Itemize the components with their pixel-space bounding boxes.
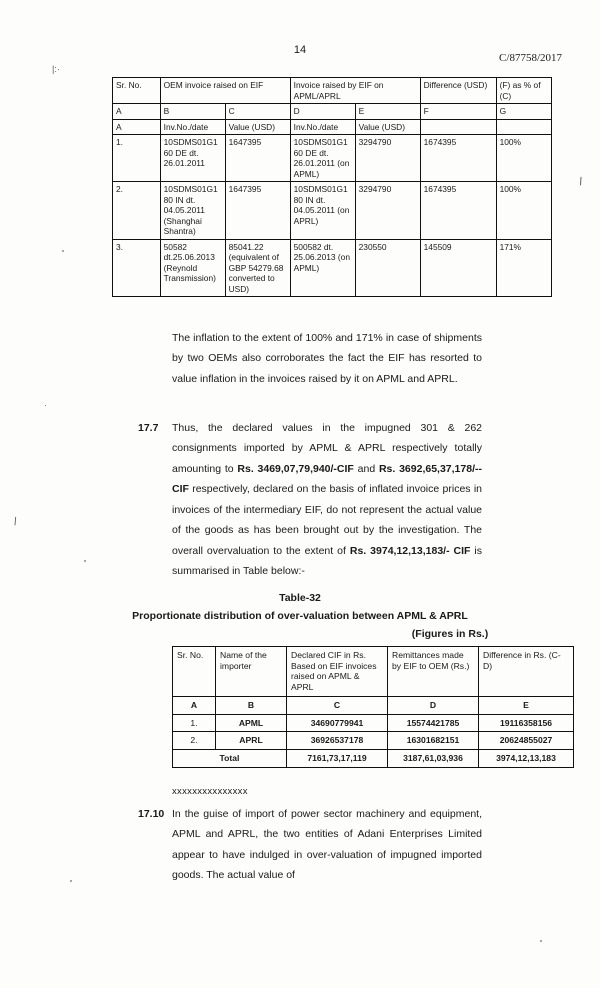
cell-eif-invoice: 10SDMS01G1 80 IN dt. 04.05.2011 (on APRL) [290,182,355,240]
paragraph-text: is summarised in Table below:- [172,544,482,578]
table-32-title: Table-32 [279,592,321,604]
paragraph-text: and [353,462,379,475]
cell-oem-invoice: 10SDMS01G1 80 IN dt. 04.05.2011 (Shanghai Shantra) [160,182,225,240]
cell-remittance: 16301682151 [388,732,479,750]
amount-value: Rs. 3469,07,79,940/-CIF [237,462,354,475]
header-sr-no: Sr. No. [113,78,161,104]
letter-e: E [355,104,420,120]
table-row [173,732,574,750]
table-row [173,714,574,732]
letter-g: G [496,104,551,120]
letter-c: C [287,696,388,714]
letter-c: C [225,104,290,120]
cell-sr: 1. [113,135,161,182]
header-remittances: Remittances made by EIF to OEM (Rs.) [388,647,479,697]
document-reference: C/87758/2017 [499,52,562,64]
cell-eif-invoice: 10SDMS01G1 60 DE dt. 26.01.2011 (on APML) [290,135,355,182]
subheader-diff-blank [420,119,496,135]
margin-annotation-4: / [12,515,19,529]
subheader-eif-inv-no: Inv.No./date [290,119,355,135]
letter-b: B [216,696,287,714]
cell-eif-value: 230550 [355,239,420,297]
margin-annotation-1: |:· [52,64,60,74]
subheader-pct-blank [496,119,551,135]
subheader-oem-value: Value (USD) [225,119,290,135]
cell-total-remittance: 3187,61,03,936 [388,750,479,768]
scan-speck [62,250,64,252]
table-letter-row [113,104,552,120]
table-row [113,135,552,182]
table-row [113,182,552,240]
table-subheader-row [113,119,552,135]
header-percent: (F) as % of (C) [496,78,551,104]
paragraph-text: Thus, the declared values in the impugned 301 & 262 consignments imported by APML & APRL respectively totally amounting to [172,422,482,475]
subheader-oem-inv-no: Inv.No./date [160,119,225,135]
cell-oem-invoice: 10SDMS01G1 60 DE dt. 26.01.2011 [160,135,225,182]
cell-remittance: 15574421785 [388,714,479,732]
paragraph-17-10: In the guise of import of power sector machinery and equipment, APML and APRL, the two entities of Adani Enterprises Limited appear to have indulged in over-valuation of impugned imported goods. The actual value of [172,808,482,882]
letter-d: D [290,104,355,120]
letter-a: A [173,696,216,714]
cell-sr: 2. [113,182,161,240]
header-difference: Difference (USD) [420,78,496,104]
table-total-row [173,750,574,768]
cell-oem-value: 1647395 [225,135,290,182]
cell-total-declared: 7161,73,17,119 [287,750,388,768]
header-oem-invoice: OEM invoice raised on EIF [160,78,290,104]
letter-e: E [479,696,574,714]
cell-total-difference: 3974,12,13,183 [479,750,574,768]
cell-percent: 171% [496,239,551,297]
table-header-row [173,647,574,697]
letter-b: B [160,104,225,120]
scan-speck [540,940,542,942]
amount-value: Rs. 3692,65,37,178/--CIF [172,462,482,496]
cell-declared-cif: 34690779941 [287,714,388,732]
cell-sr: 1. [173,714,216,732]
cell-importer: APML [216,714,287,732]
oem-invoice-table [112,77,552,297]
cell-difference: 1674395 [420,135,496,182]
cell-sr: 3. [113,239,161,297]
page-number: 14 [293,44,307,56]
cell-oem-invoice: 50582 dt.25.06.2013 (Reynold Transmission) [160,239,225,297]
table-row [113,239,552,297]
overvaluation-table-container [172,646,561,768]
cell-declared-cif: 36926537178 [287,732,388,750]
redaction-marker: xxxxxxxxxxxxxxx [172,786,248,797]
cell-eif-value: 3294790 [355,182,420,240]
cell-eif-invoice: 500582 dt. 25.06.2013 (on APML) [290,239,355,297]
cell-total-label: Total [173,750,287,768]
header-sr-no: Sr. No. [173,647,216,697]
oem-invoice-table-container [112,77,552,297]
cell-importer: APRL [216,732,287,750]
subheader-a: A [113,119,161,135]
cell-sr: 2. [173,732,216,750]
letter-f: F [420,104,496,120]
header-declared-cif: Declared CIF in Rs. Based on EIF invoices raised on APML & APRL [287,647,388,697]
overvaluation-table [172,646,574,768]
letter-a: A [113,104,161,120]
table-32-figures-note: (Figures in Rs.) [411,628,489,640]
scan-speck [70,880,72,882]
amount-value: Rs. 3974,12,13,183/- CIF [349,544,471,557]
paragraph-text: respectively, declared on the basis of inflated invoice prices in invoices of the intermediary EIF, do not represent the actual value of the goods as has been brought out by the investigation. The overall overvaluation to the extent of [172,483,482,557]
cell-percent: 100% [496,135,551,182]
subheader-eif-value: Value (USD) [355,119,420,135]
cell-oem-value: 85041.22 (equivalent of GBP 54279.68 converted to USD) [225,239,290,297]
header-difference: Difference in Rs. (C-D) [479,647,574,697]
cell-difference: 19116358156 [479,714,574,732]
cell-percent: 100% [496,182,551,240]
scan-speck [84,560,86,562]
clause-number-17-7: 17.7 [138,422,159,434]
header-eif-invoice: Invoice raised by EIF on APML/APRL [290,78,420,104]
table-header-row [113,78,552,104]
header-importer: Name of the importer [216,647,287,697]
cell-eif-value: 3294790 [355,135,420,182]
table-32-subtitle: Proportionate distribution of over-valuation between APML & APRL [132,610,468,622]
table-letter-row [173,696,574,714]
cell-difference: 20624855027 [479,732,574,750]
paragraph-inflation: The inflation to the extent of 100% and 171% in case of shipments by two OEMs also corroborates the fact the EIF has resorted to value inflation in the invoices raised by it on APML and APRL. [172,332,482,385]
cell-difference: 1674395 [420,182,496,240]
paragraph-17-7 [172,418,482,582]
cell-difference: 145509 [420,239,496,297]
cell-oem-value: 1647395 [225,182,290,240]
margin-annotation-3: · [44,400,47,410]
clause-number-17-10: 17.10 [138,808,165,820]
margin-annotation-2: \ [577,175,584,189]
letter-d: D [388,696,479,714]
